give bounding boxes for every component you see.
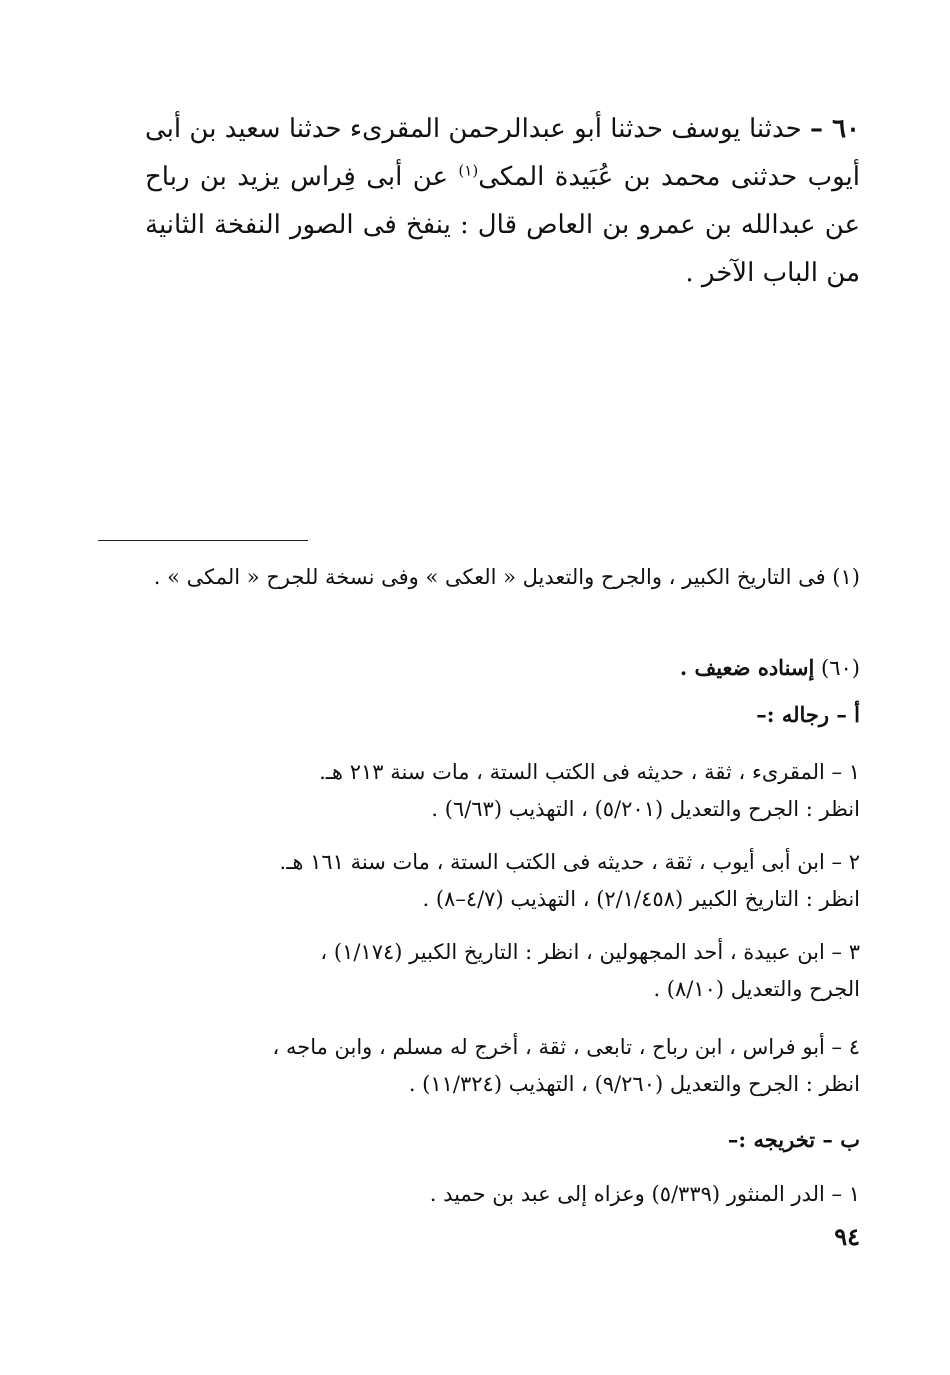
narrator-3-refs: الجرح والتعديل (٨/١٠) . bbox=[653, 977, 860, 1001]
narrator-2-refs: انظر : التاريخ الكبير (٢/١/٤٥٨) ، التهذيب (٤/٧–٨) . bbox=[422, 887, 860, 911]
hadith-text-part-b: عن أبى فِراس يزيد بن رباح عن عبدالله بن عمرو بن العاص قال : ينفخ فى الصور النفخة الثانية من الباب الآخر . bbox=[145, 162, 860, 288]
hadith-text-part-a: حدثنا يوسف حدثنا أبو عبدالرحمن المقرىء حدثنا سعيد بن أبى أيوب حدثنى محمد بن عُبَيدة المكى bbox=[145, 114, 860, 192]
takhrij-heading: ب – تخريجه :– bbox=[727, 1127, 860, 1152]
hadith-text bbox=[145, 105, 860, 297]
page-number: ٩٤ bbox=[834, 1222, 860, 1251]
narrator-4: ٤ – أبو فراس ، ابن رباح ، تابعى ، ثقة ، أخرج له مسلم ، وابن ماجه ، bbox=[272, 1035, 860, 1059]
footnote-1: (١) فى التاريخ الكبير ، والجرح والتعديل « العكى » وفى نسخة للجرح « المكى » . bbox=[153, 565, 860, 589]
narrator-1-refs: انظر : الجرح والتعديل (٥/٢٠١) ، التهذيب (٦/٦٣) . bbox=[431, 797, 860, 821]
isnad-grade bbox=[145, 650, 860, 686]
footnote-divider bbox=[98, 540, 308, 541]
isnad-label: (٦٠) bbox=[821, 656, 860, 680]
isnad-text: إسناده ضعيف . bbox=[679, 655, 815, 680]
hadith-number: ٦٠ – bbox=[809, 114, 861, 144]
footnote-reference: (١) bbox=[458, 161, 479, 180]
rijal-heading: أ – رجاله :– bbox=[756, 702, 860, 727]
narrator-2: ٢ – ابن أبى أيوب ، ثقة ، حديثه فى الكتب الستة ، مات سنة ١٦١ هـ. bbox=[279, 850, 860, 874]
narrator-3: ٣ – ابن عبيدة ، أحد المجهولين ، انظر : التاريخ الكبير (١/١٧٤) ، bbox=[320, 940, 860, 964]
takhrij-1: ١ – الدر المنثور (٥/٣٣٩) وعزاه إلى عبد بن حميد . bbox=[429, 1182, 860, 1206]
narrator-1: ١ – المقرىء ، ثقة ، حديثه فى الكتب الستة ، مات سنة ٢١٣ هـ. bbox=[319, 760, 860, 784]
narrator-4-refs: انظر : الجرح والتعديل (٩/٢٦٠) ، التهذيب (١١/٣٢٤) . bbox=[408, 1072, 860, 1096]
